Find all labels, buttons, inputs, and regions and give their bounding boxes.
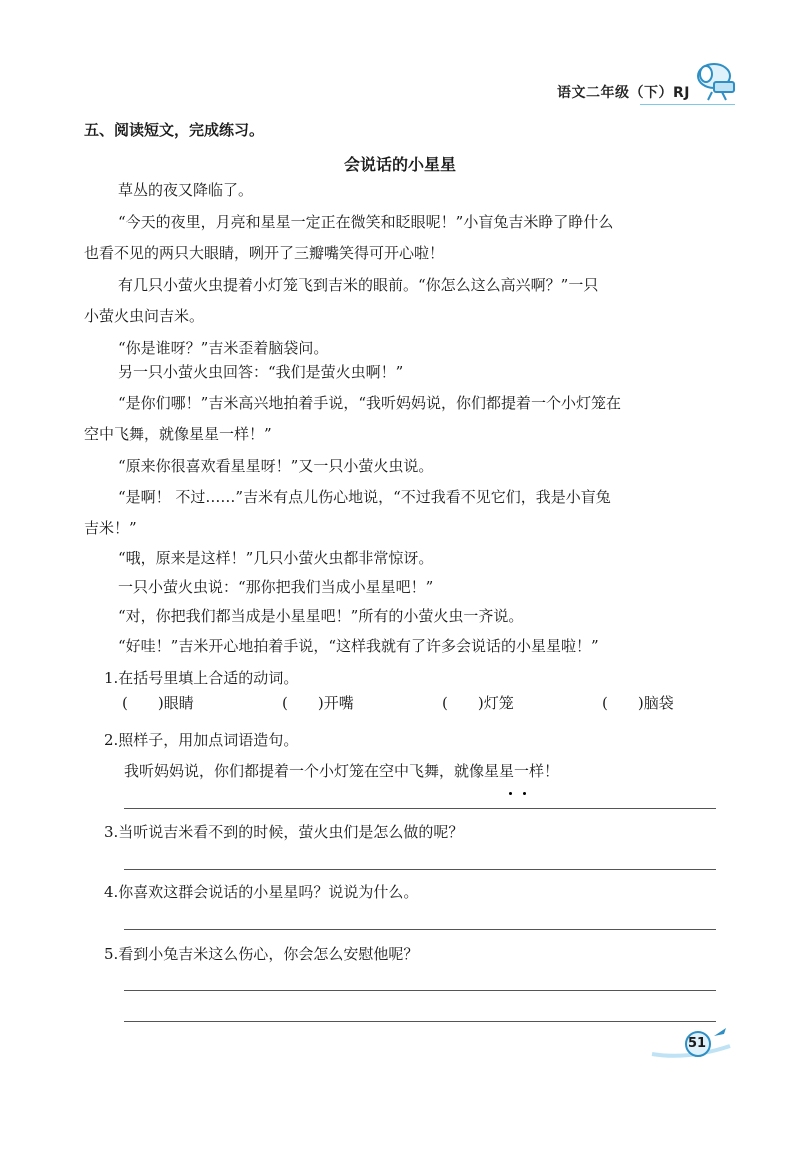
story-line: “原来你很喜欢看星星呀！”又一只小萤火虫说。 xyxy=(118,457,434,475)
story-line: 也看不见的两只大眼睛，咧开了三瓣嘴笑得可开心啦！ xyxy=(84,244,445,262)
blank-eyes[interactable]: ( )眼睛 xyxy=(122,694,194,712)
answer-line[interactable] xyxy=(124,990,716,991)
emphasis-dot xyxy=(509,792,512,795)
emphasis-dot xyxy=(523,792,526,795)
answer-line[interactable] xyxy=(124,869,716,870)
question-3: 3.当听说吉米看不到的时候，萤火虫们是怎么做的呢？ xyxy=(104,823,464,841)
header-underline xyxy=(640,104,735,105)
question-1: 1.在括号里填上合适的动词。 xyxy=(104,669,299,687)
question-4: 4.你喜欢这群会说话的小星星吗？说说为什么。 xyxy=(104,883,419,901)
story-line: 草丛的夜又降临了。 xyxy=(118,181,254,199)
verb-blanks xyxy=(122,692,722,713)
answer-line[interactable] xyxy=(124,929,716,930)
blank-head[interactable]: ( )脑袋 xyxy=(602,694,674,712)
book-header: 语文二年级（下）RJ xyxy=(557,85,690,101)
section-title: 五、阅读短文，完成练习。 xyxy=(84,121,265,139)
story-line: “对，你把我们都当成是小星星吧！”所有的小萤火虫一齐说。 xyxy=(118,607,524,625)
telescope-icon xyxy=(692,52,740,102)
answer-line[interactable] xyxy=(124,808,716,809)
story-line: 小萤火虫问吉米。 xyxy=(84,307,205,325)
story-line: 空中飞舞，就像星星一样！” xyxy=(84,425,272,443)
blank-mouth[interactable]: ( )开嘴 xyxy=(282,694,354,712)
story-line: “是你们哪！”吉米高兴地拍着手说，“我听妈妈说，你们都提着一个小灯笼在 xyxy=(118,394,622,412)
question-2: 2.照样子，用加点词语造句。 xyxy=(104,731,299,749)
story-line: 另一只小萤火虫回答：“我们是萤火虫啊！” xyxy=(118,363,404,381)
answer-line[interactable] xyxy=(124,1021,716,1022)
example-sentence: 我听妈妈说，你们都提着一个小灯笼在空中飞舞，就像星星一样！ xyxy=(124,762,560,780)
story-line: “哦，原来是这样！”几只小萤火虫都非常惊讶。 xyxy=(118,549,434,567)
story-line: “是啊！ 不过……”吉米有点儿伤心地说，“不过我看不见它们，我是小盲兔 xyxy=(118,488,611,506)
blank-lantern[interactable]: ( )灯笼 xyxy=(442,694,514,712)
page-number: 51 xyxy=(688,1036,707,1051)
story-line: “你是谁呀？”吉米歪着脑袋问。 xyxy=(118,339,329,357)
story-line: “今天的夜里，月亮和星星一定正在微笑和眨眼呢！”小盲兔吉米睁了睁什么 xyxy=(118,213,614,231)
story-line: 吉米！” xyxy=(84,519,137,537)
story-line: 有几只小萤火虫提着小灯笼飞到吉米的眼前。“你怎么这么高兴啊？”一只 xyxy=(118,276,599,294)
story-line: “好哇！”吉米开心地拍着手说，“这样我就有了许多会说话的小星星啦！” xyxy=(118,637,599,655)
story-line: 一只小萤火虫说：“那你把我们当成小星星吧！” xyxy=(118,578,434,596)
story-title: 会说话的小星星 xyxy=(343,155,456,174)
question-5: 5.看到小兔吉米这么伤心，你会怎么安慰他呢？ xyxy=(104,945,419,963)
